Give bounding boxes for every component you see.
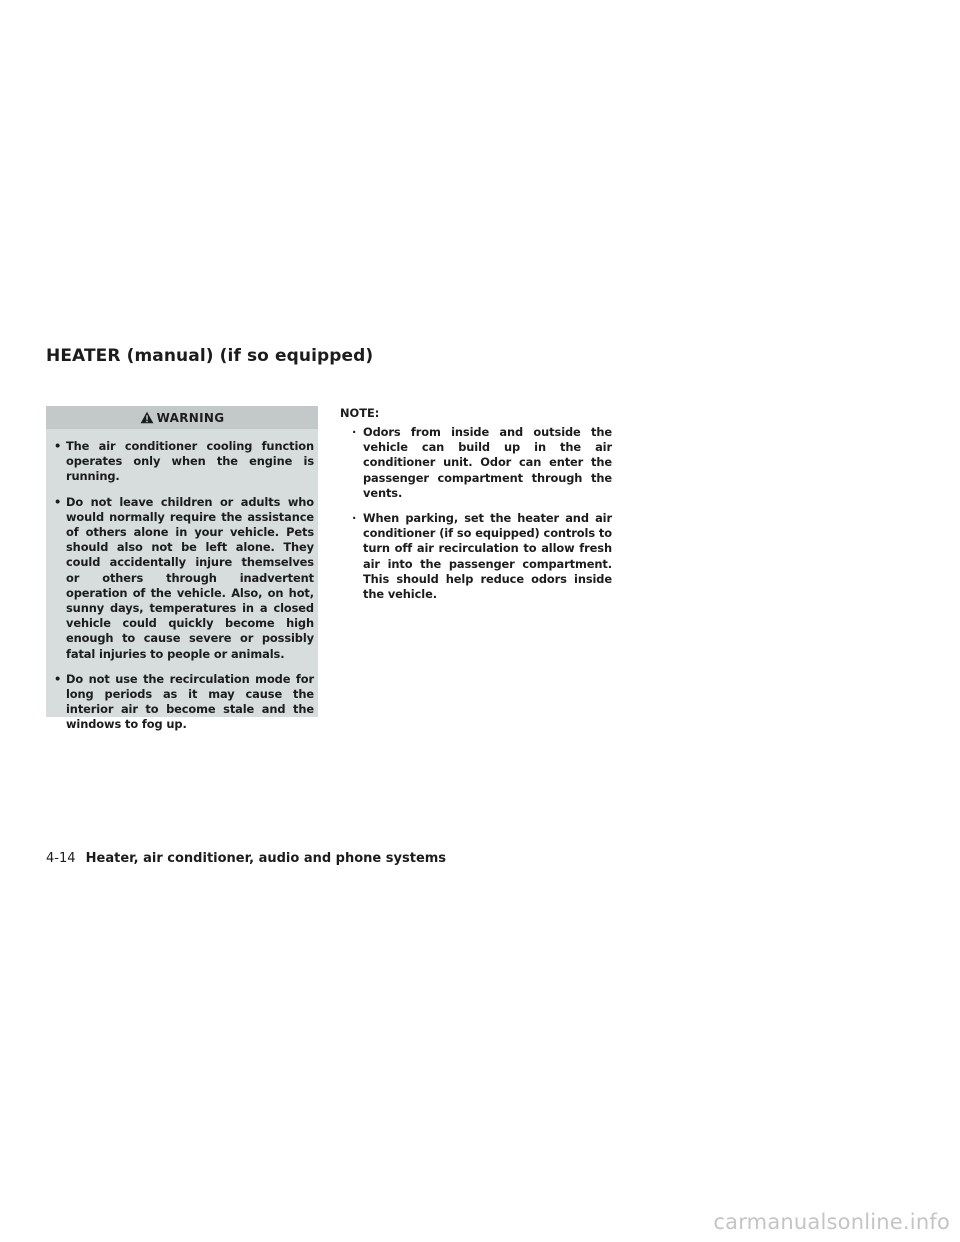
warning-list xyxy=(46,429,318,733)
warning-triangle-icon xyxy=(140,411,154,424)
watermark: carmanualsonline.info xyxy=(713,1210,950,1234)
chapter-title: Heater, air conditioner, audio and phone systems xyxy=(85,851,447,866)
warning-item-children-alone: • Do not leave children or adults who would normally require the assistance of others alone in your vehicle. Pets should also not be left alone. They could accidentally injure themselves or others through inadvertent operation of the vehicle. Also, on hot, sunny days, temperatures in a closed vehicle could quickly become high enough to cause severe or possibly fatal injuries to people or animals. xyxy=(54,495,314,662)
note-item-parking: · When parking, set the heater and air conditioner (if so equipped) controls to turn off air recirculation to allow fresh air into the passenger compartment. This should help reduce odors inside the vehicle. xyxy=(351,511,612,602)
note-column xyxy=(340,406,612,612)
warning-item-engine-running: • The air conditioner cooling function operates only when the engine is running. xyxy=(54,439,314,485)
warning-header xyxy=(46,406,318,429)
note-list xyxy=(340,425,612,602)
note-label: NOTE: xyxy=(340,406,380,420)
warning-item-recirculation: • Do not use the recirculation mode for long periods as it may cause the interior air to become stale and the windows to fog up. xyxy=(54,672,314,733)
warning-box xyxy=(46,406,318,732)
section-title: HEATER (manual) (if so equipped) xyxy=(46,346,374,366)
note-item-odors: · Odors from inside and outside the vehicle can build up in the air conditioner unit. Odor can enter the passenger compartment through the vents. xyxy=(351,425,612,501)
warning-label: WARNING xyxy=(156,410,225,425)
page-number: 4-14 xyxy=(46,851,76,866)
page-footer xyxy=(46,851,446,867)
